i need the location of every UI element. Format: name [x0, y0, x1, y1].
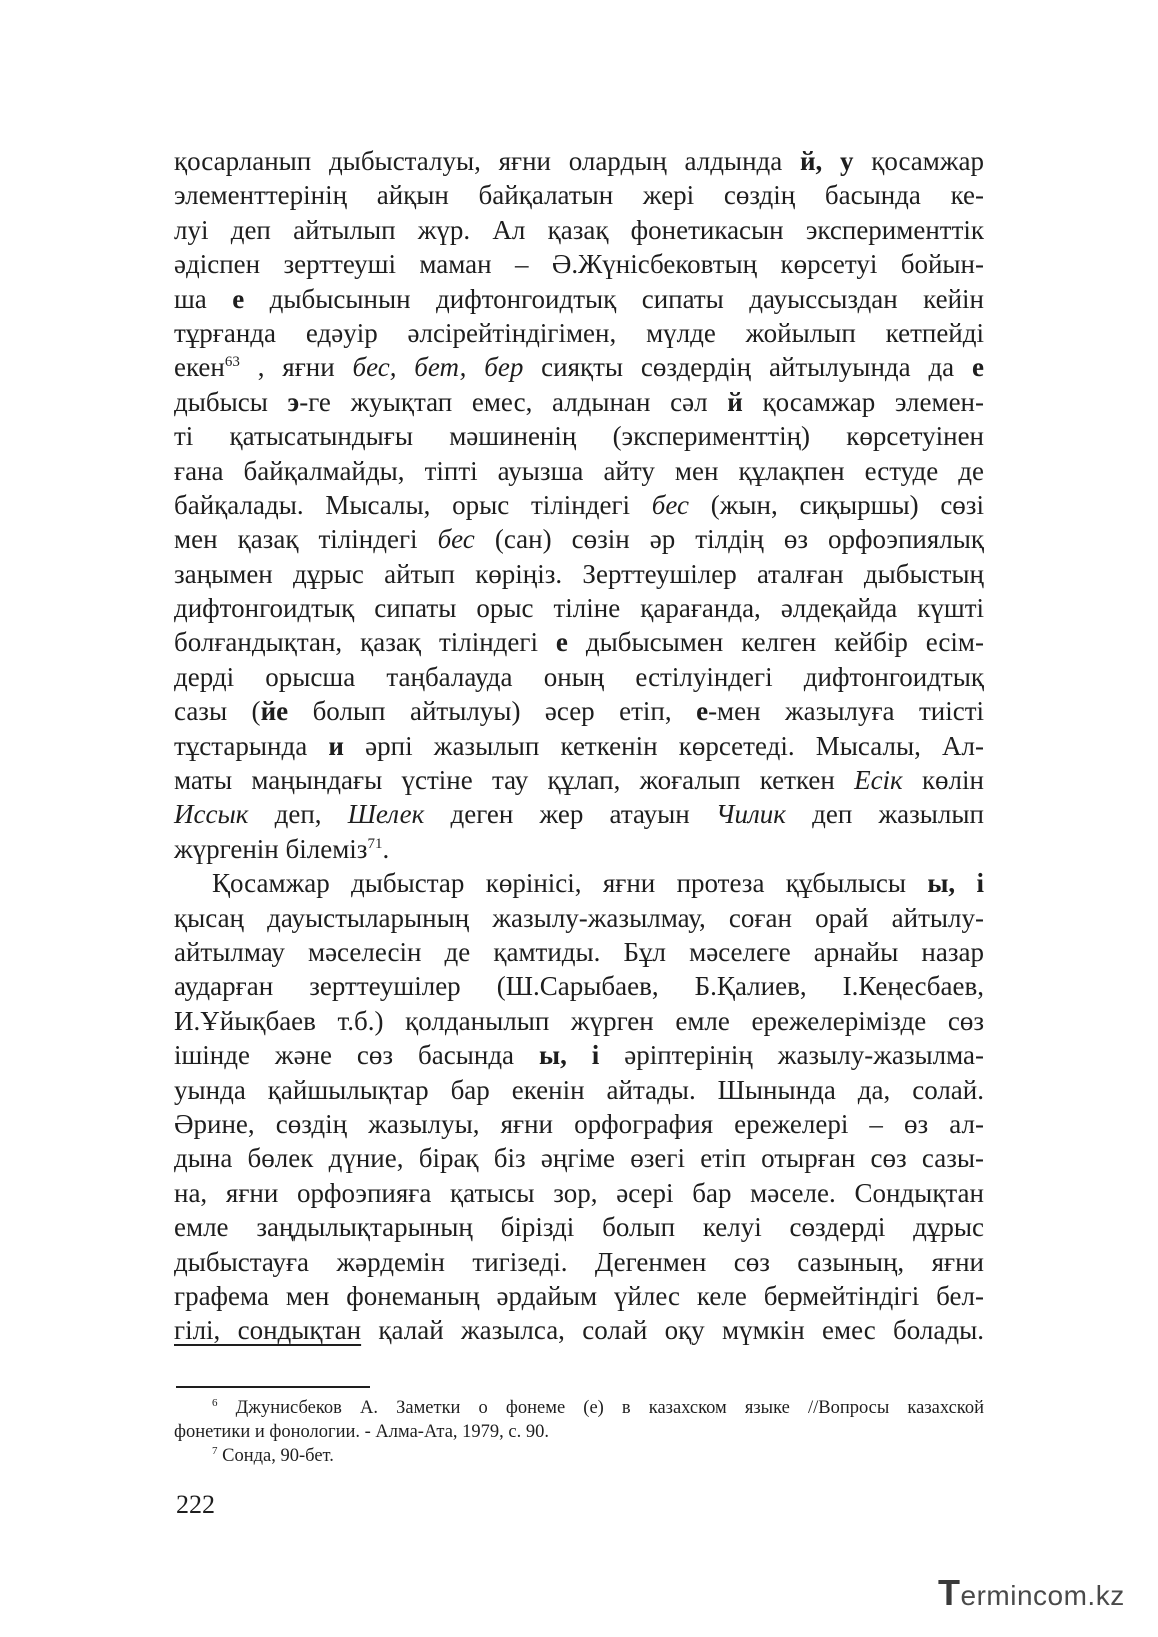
text-line-33: дыбыстауға жәрдемін тигізеді. Дегенмен сөз сазының, яғни [174, 1246, 984, 1277]
text-line-14: дифтонгоидтық сипаты орыс тіліне қарағанда, әлдеқайда күшті [174, 593, 984, 624]
text-line-26: И.Ұйықбаев т.б.) қолданылып жүрген емле ережелерімізде сөз [174, 1005, 984, 1036]
text-line-16: дерді орысша таңбалауда оның естілуіндегі дифтонгоидтық [174, 661, 984, 692]
body-text [174, 144, 984, 1348]
text-line-28: уында қайшылықтар бар екенін айтады. Шынында да, солай. [174, 1074, 984, 1105]
footnotes [174, 1396, 984, 1468]
termincom-logo: Termincom.kz [938, 1572, 1125, 1613]
text-line-13: заңымен дұрыс айтып көріңіз. Зерттеушілер аталған дыбыстың [174, 558, 984, 589]
text-line-31: на, яғни орфоэпияға қатысы зор, әсері бар мәселе. Сондықтан [174, 1177, 984, 1208]
text-line-12: мен қазақ тіліндегі бес (сан) сөзін әр тілдің өз орфоэпиялық [174, 524, 984, 555]
text-line-21: жүргенін білеміз$^{71}$. [174, 833, 390, 864]
text-line-5: ша е дыбысынын дифтонгоидтық сипаты дауыссыздан кейін [174, 283, 984, 314]
text-line-29: Әрине, сөздің жазылуы, яғни орфография ережелері – өз ал- [174, 1108, 984, 1139]
text-line-34: графема мен фонеманың әрдайым үйлес келе бермейтіндігі бел- [174, 1280, 984, 1311]
text-line-27: ішінде және сөз басында ы, і әріптерінің жазылу-жазылма- [174, 1040, 984, 1071]
text-line-17: сазы (йе болып айтылуы) әсер етіп, е-мен жазылуға тиісті [174, 696, 984, 727]
text-line-15: болғандықтан, қазақ тіліндегі е дыбысымен келген кейбір есім- [174, 627, 984, 658]
text-line-32: емле заңдылықтарының бірізді болып келуі сөздерді дұрыс [174, 1212, 984, 1243]
text-line-11: байқалады. Мысалы, орыс тіліндегі бес (жын, сиқыршы) сөзі [174, 489, 984, 520]
text-line-3: луі деп айтылып жүр. Ал қазақ фонетикасын эксперименттік [174, 214, 984, 245]
text-line-10: ғана байқалмайды, тіпті ауызша айту мен құлақпен естуде де [174, 455, 984, 486]
text-line-35: гілі, сондықтан қалай жазылса, солай оқу мүмкін емес болады. [174, 1315, 985, 1346]
text-line-22: Қосамжар дыбыстар көрінісі, яғни протеза құбылысы ы, і [212, 868, 984, 899]
text-line-9: ті қатысатындығы мәшиненің (эксперименттің) көрсетуінен [174, 421, 984, 452]
text-line-25: аударған зерттеушілер (Ш.Сарыбаев, Б.Қалиев, І.Кеңесбаев, [174, 971, 984, 1002]
text-line-6: тұрғанда едәуір әлсірейтіндігімен, мүлде жойылып кетпейді [174, 317, 984, 348]
text-line-20: Иссык деп, Шелек деген жер атауын Чилик деп жазылып [174, 799, 984, 830]
text-line-2: элементтерінің айқын байқалатын жері сөздің басында ке- [174, 180, 984, 211]
text-line-18: тұстарында и әрпі жазылып кеткенін көрсетеді. Мысалы, Ал- [174, 730, 984, 761]
text-line-8: дыбысы э-ге жуықтап емес, алдынан сәл й қосамжар элемен- [174, 386, 984, 417]
footnote-1-line-2: фонетики и фонологии. - Алма-Ата, 1979, с. 90. [174, 1422, 550, 1442]
page-number: 222 [176, 1490, 215, 1519]
text-line-30: дына бөлек дүние, бірақ біз әңгіме өзегі етіп отырған сөз сазы- [174, 1143, 984, 1174]
text-line-4: әдіспен зерттеуші маман – Ә.Жүнісбековтың көрсетуі бойын- [174, 249, 984, 280]
footnote-separator [176, 1386, 370, 1388]
footnote-2: $^7$ Сонда, 90-бет. [212, 1445, 334, 1466]
text-line-19: маты маңындағы үстіне тау құлап, жоғалып кеткен Есік көлін [174, 765, 984, 796]
footnote-1-line-1: $^6$ Джунисбеков А. Заметки о фонеме (е) в казахском языке //Вопросы казахской [212, 1397, 984, 1418]
text-line-23: қысаң дауыстыларының жазылу-жазылмау, соған орай айтылу- [174, 902, 984, 933]
text-line-24: айтылмау мәселесін де қамтиды. Бұл мәселеге арнайы назар [174, 936, 984, 967]
text-line-7: екен$^{63}$ , яғни бес, бет, бер сияқты сөздердің айтылуында да е [174, 352, 984, 383]
text-line-1: қосарланып дыбысталуы, яғни олардың алдында й, у қосамжар [174, 146, 985, 176]
